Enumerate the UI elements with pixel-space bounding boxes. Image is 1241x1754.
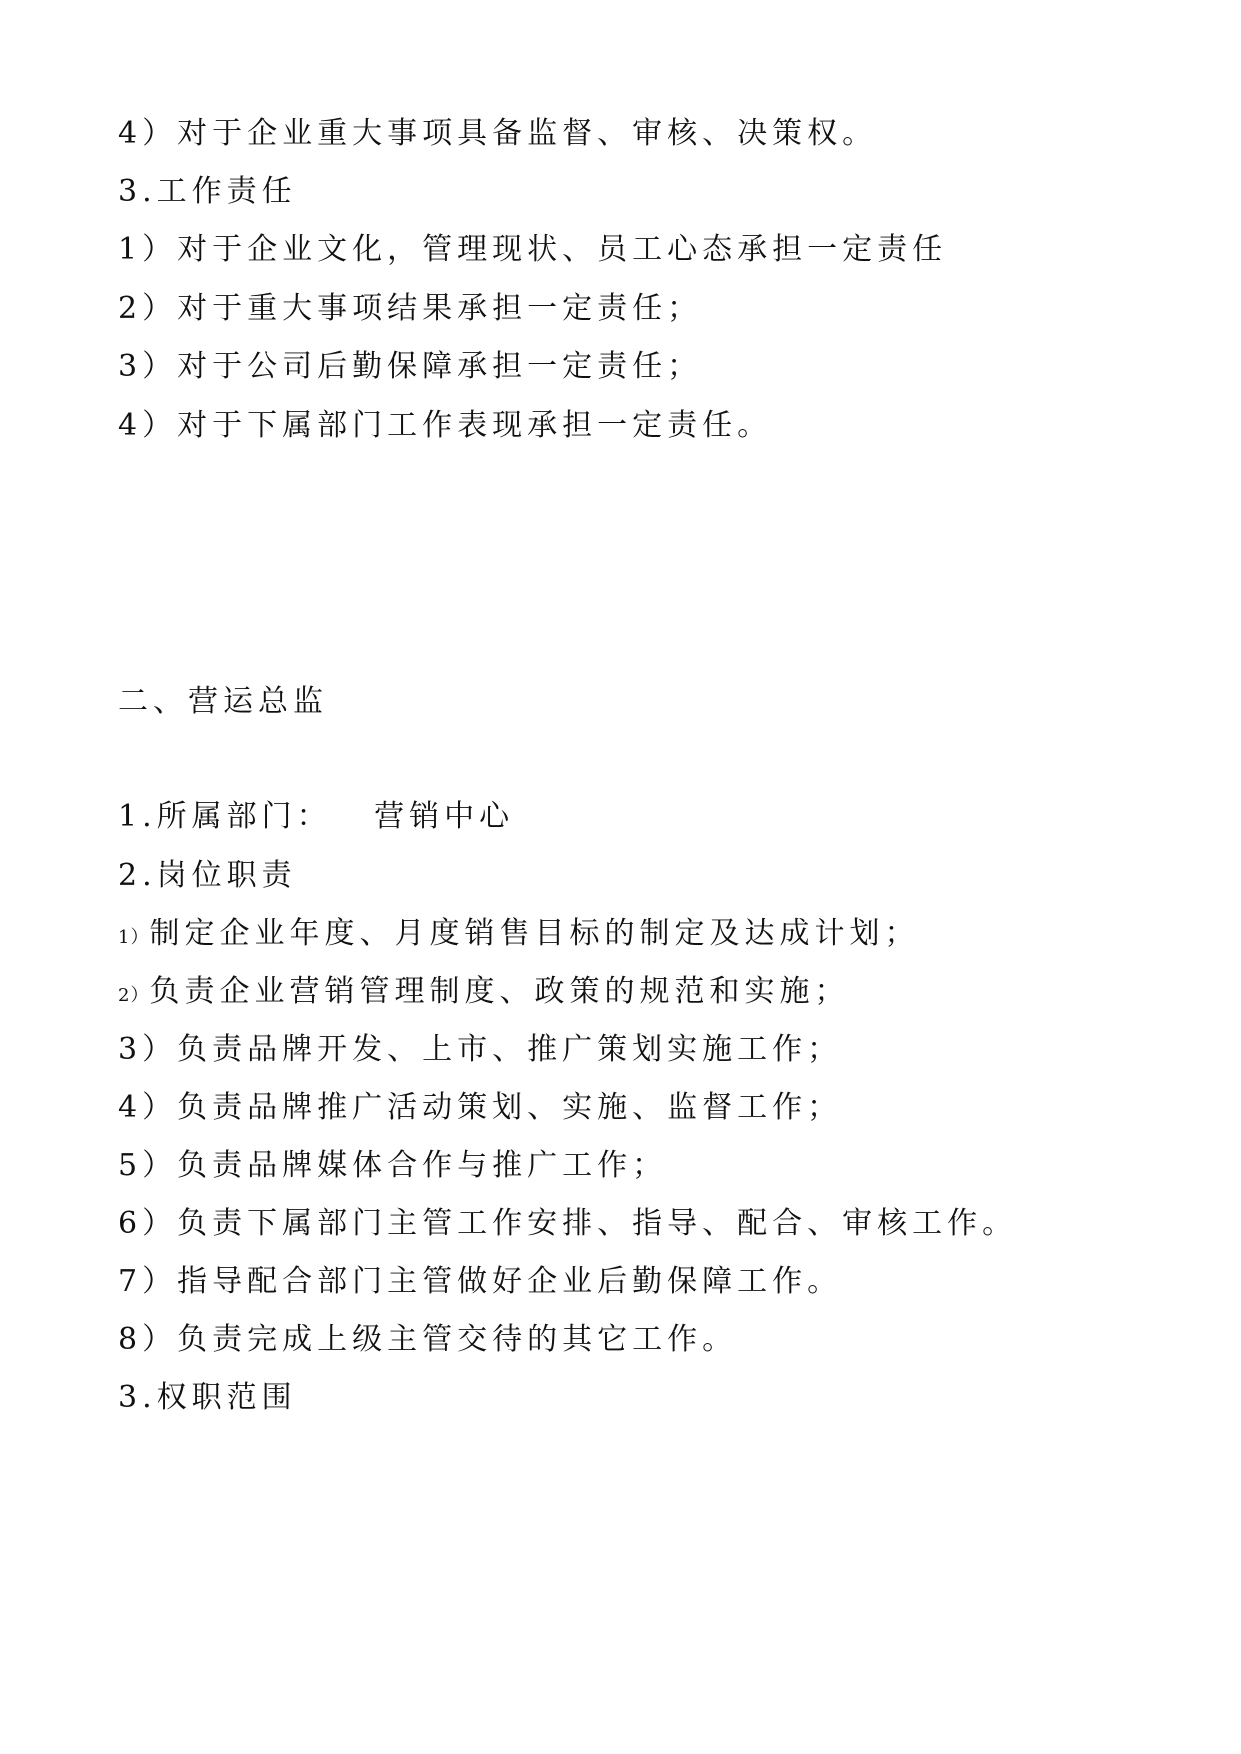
duty-item-6: 6）负责下属部门主管工作安排、指导、配合、审核工作。	[118, 1206, 1018, 1241]
department-value: 营销中心	[374, 799, 515, 834]
responsibility-item-1: 1）对于企业文化，管理现状、员工心态承担一定责任	[118, 232, 948, 267]
section-two-title: 二、营运总监	[118, 684, 328, 719]
duty-item-2	[118, 972, 849, 1016]
duty-item-4: 4）负责品牌推广活动策划、实施、监督工作；	[118, 1090, 843, 1125]
responsibility-item-4: 4）对于下属部门工作表现承担一定责任。	[118, 408, 773, 443]
authority-heading: 3.权职范围	[118, 1380, 297, 1415]
duties-heading: 2.岗位职责	[118, 858, 297, 893]
department-label: 1.所属部门：	[118, 799, 332, 834]
duty-item-1-prefix: 1）	[118, 927, 150, 948]
duty-item-7: 7）指导配合部门主管做好企业后勤保障工作。	[118, 1264, 843, 1299]
department-line	[118, 797, 514, 837]
responsibility-item-2: 2）对于重大事项结果承担一定责任；	[118, 291, 703, 326]
duty-item-5: 5）负责品牌媒体合作与推广工作；	[118, 1148, 668, 1183]
duty-item-1-text: 制定企业年度、月度销售目标的制定及达成计划；	[149, 916, 920, 951]
duty-item-2-text: 负责企业营销管理制度、政策的规范和实施；	[149, 974, 850, 1009]
responsibility-item-3: 3）对于公司后勤保障承担一定责任；	[118, 349, 703, 384]
duty-item-8: 8）负责完成上级主管交待的其它工作。	[118, 1322, 738, 1357]
authority-item-4: 4）对于企业重大事项具备监督、审核、决策权。	[118, 116, 878, 151]
duty-item-1	[118, 914, 919, 958]
duty-item-3: 3）负责品牌开发、上市、推广策划实施工作；	[118, 1032, 843, 1067]
responsibility-heading: 3.工作责任	[118, 174, 297, 209]
duty-item-2-prefix: 2）	[118, 985, 150, 1006]
